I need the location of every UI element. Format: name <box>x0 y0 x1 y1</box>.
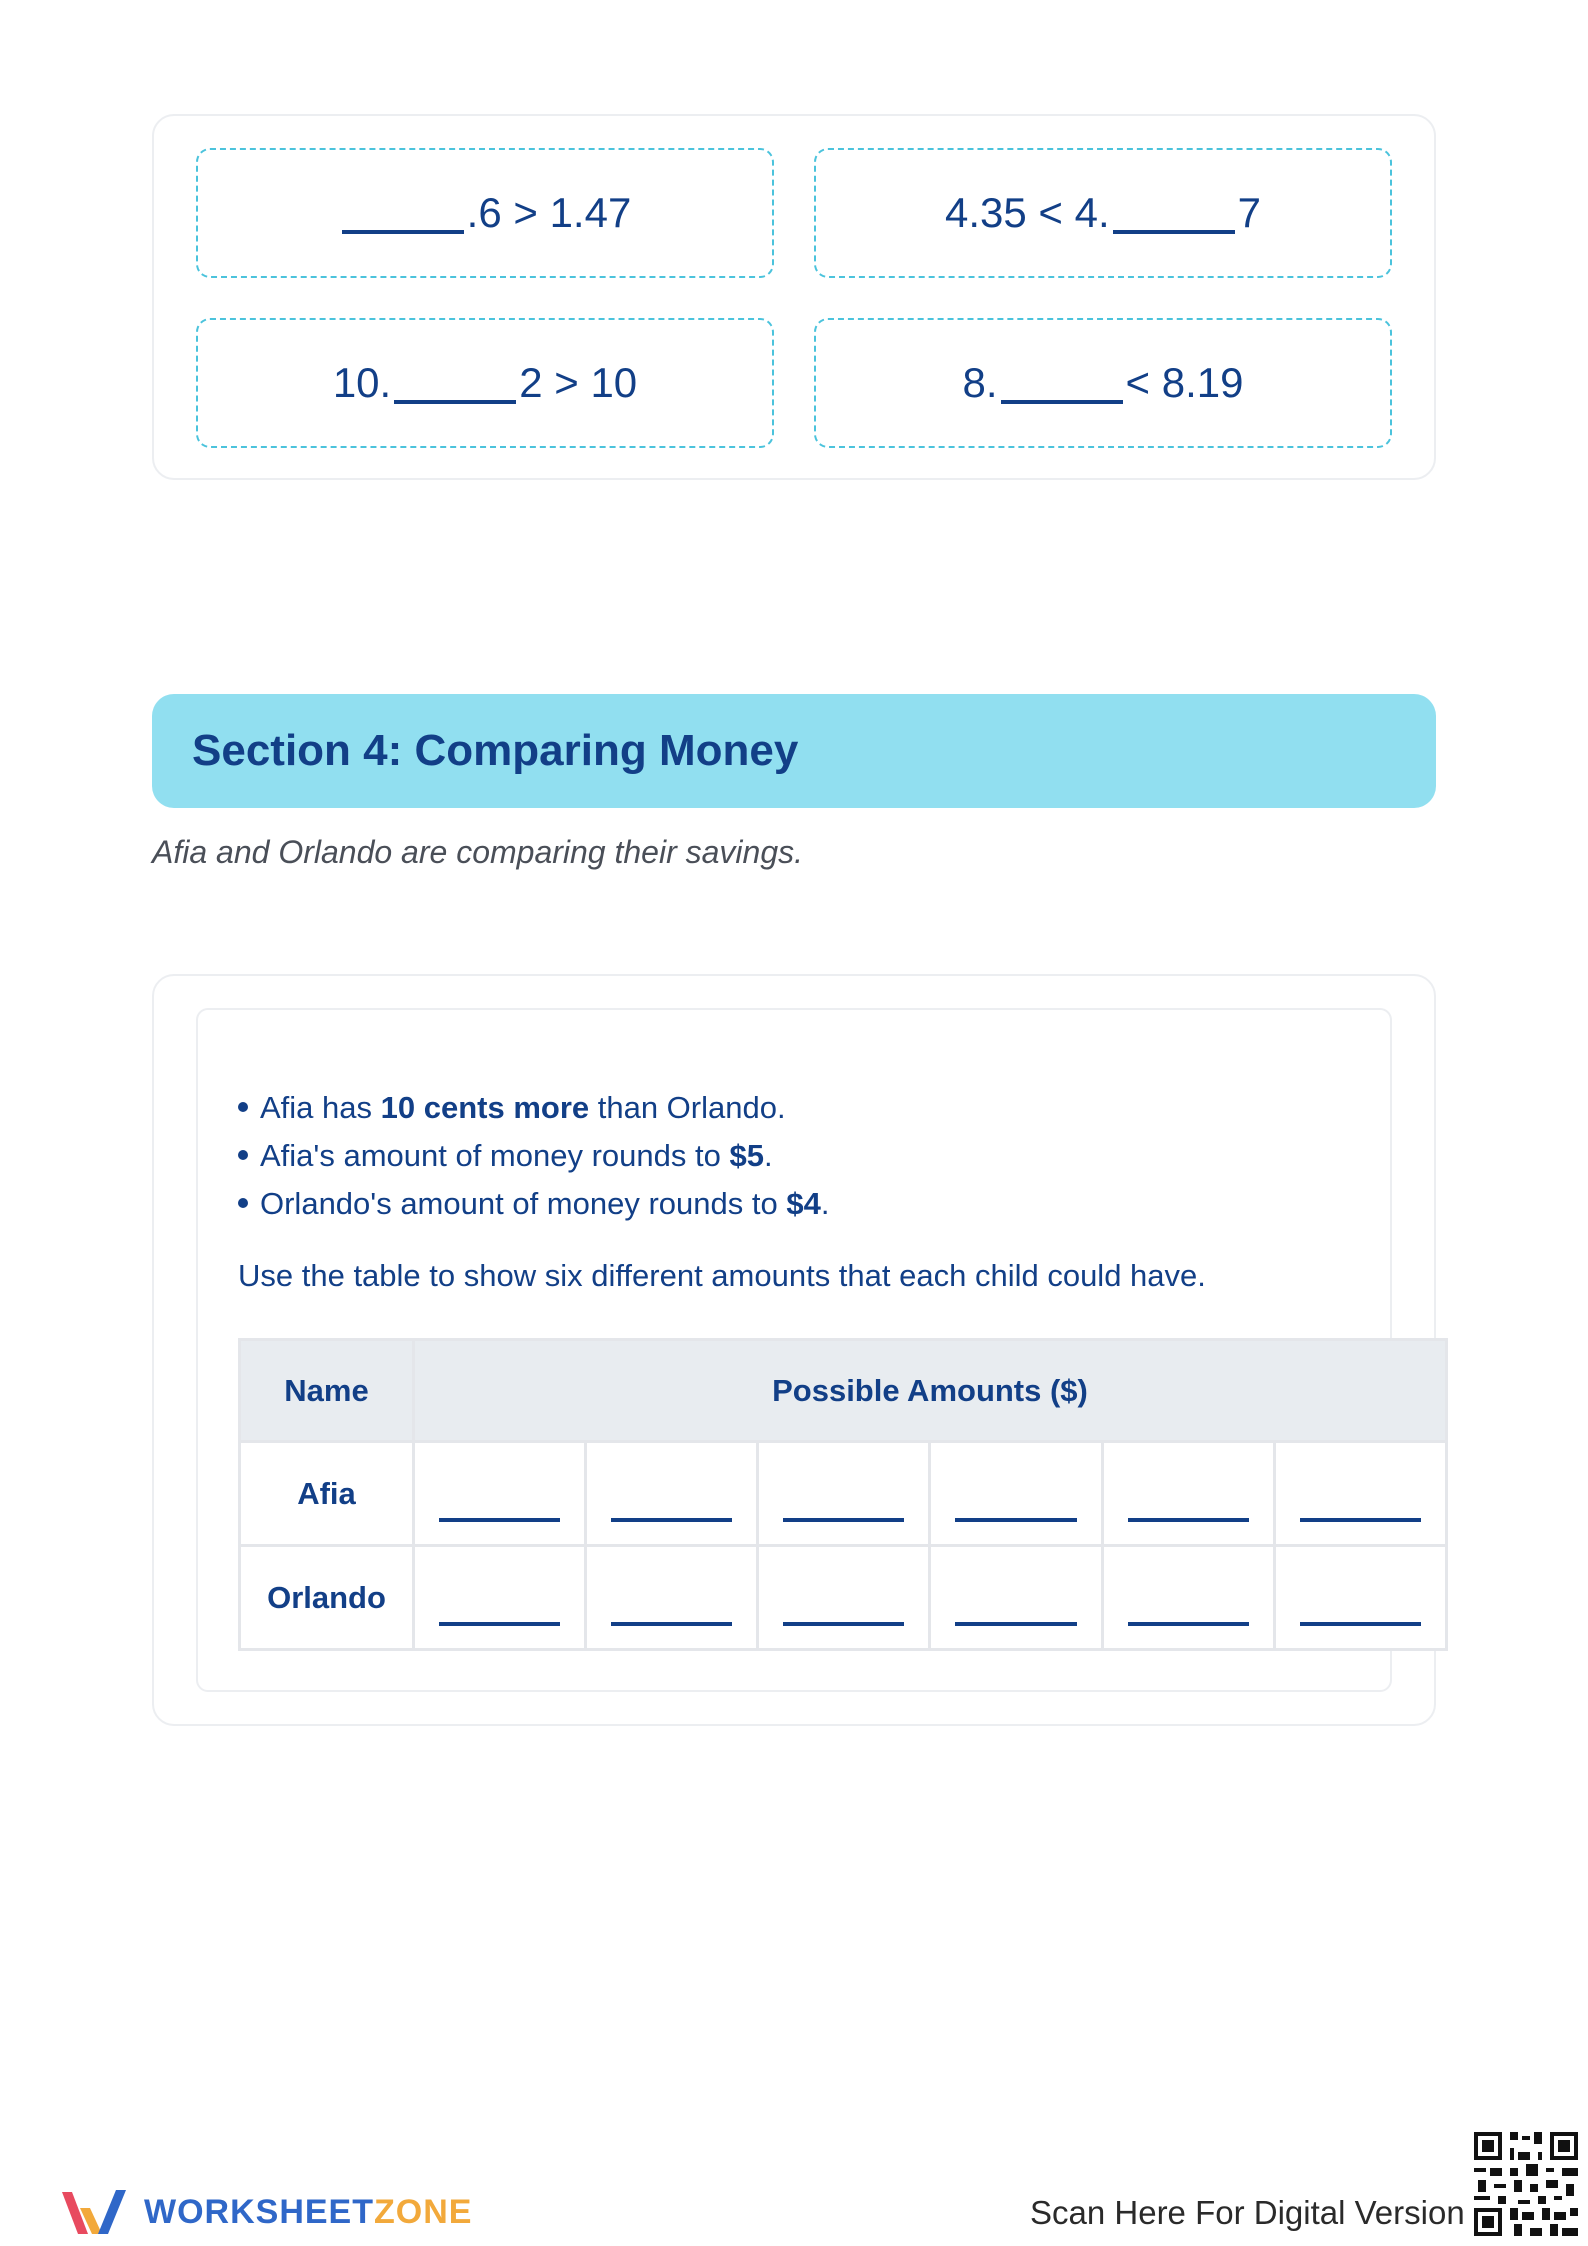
qr-code-icon[interactable] <box>1470 2128 1582 2240</box>
amount-cell[interactable] <box>758 1546 930 1650</box>
answer-blank[interactable] <box>1001 362 1123 404</box>
amount-cell[interactable] <box>1102 1442 1274 1546</box>
intro-text: Afia and Orlando are comparing their savings. <box>152 834 804 870</box>
comparison-right-text: 7 <box>1237 189 1261 236</box>
amount-cell[interactable] <box>1102 1546 1274 1650</box>
fact-text: . <box>763 1138 773 1173</box>
answer-blank[interactable] <box>1300 1622 1421 1626</box>
list-item <box>238 1132 829 1180</box>
answer-blank[interactable] <box>342 192 464 234</box>
amount-cell[interactable] <box>414 1442 586 1546</box>
brand-name <box>144 2193 472 2232</box>
amounts-column-header: Possible Amounts ($) <box>414 1340 1447 1442</box>
name-column-header: Name <box>240 1340 414 1442</box>
fact-highlight: $4 <box>786 1186 821 1221</box>
comparison-right-text: .6 > 1.47 <box>466 189 632 236</box>
comparison-left-text: 10. <box>332 359 392 406</box>
answer-blank[interactable] <box>394 362 516 404</box>
answer-blank[interactable] <box>955 1622 1076 1626</box>
fact-text: Afia's amount of money rounds to <box>260 1138 730 1173</box>
answer-blank[interactable] <box>955 1518 1076 1522</box>
fact-text: than Orlando. <box>589 1090 786 1125</box>
amount-cell[interactable] <box>930 1442 1102 1546</box>
answer-blank[interactable] <box>1128 1622 1249 1626</box>
fact-text: Orlando's amount of money rounds to <box>260 1186 787 1221</box>
comparison-right-text: 2 > 10 <box>519 359 638 406</box>
comparison-item <box>814 148 1392 278</box>
answer-blank[interactable] <box>439 1622 560 1626</box>
brand-logo[interactable] <box>58 2184 472 2240</box>
answer-blank[interactable] <box>783 1518 904 1522</box>
comparison-item <box>196 318 774 448</box>
table-header-row <box>240 1340 1447 1442</box>
answer-blank[interactable] <box>1300 1518 1421 1522</box>
bullet-icon <box>238 1198 248 1208</box>
instruction-text: Use the table to show six different amounts that each child could have. <box>238 1258 1206 1293</box>
comparison-item <box>196 148 774 278</box>
table-row <box>240 1442 1447 1546</box>
row-name: Afia <box>240 1442 414 1546</box>
fact-text: . <box>820 1186 830 1221</box>
amount-cell[interactable] <box>758 1442 930 1546</box>
amounts-table <box>238 1338 1448 1651</box>
amount-cell[interactable] <box>1274 1442 1446 1546</box>
answer-blank[interactable] <box>611 1622 732 1626</box>
amount-cell[interactable] <box>1274 1546 1446 1650</box>
brand-name-part1: WORKSHEET <box>144 2192 374 2231</box>
table-row <box>240 1546 1447 1650</box>
bullet-icon <box>238 1102 248 1112</box>
brand-name-part2: ZONE <box>374 2192 473 2231</box>
comparison-left-text: 8. <box>962 359 998 406</box>
amount-cell[interactable] <box>414 1546 586 1650</box>
answer-blank[interactable] <box>1113 192 1235 234</box>
fact-text: Afia has <box>260 1090 381 1125</box>
list-item <box>238 1180 829 1228</box>
section-title: Section 4: Comparing Money <box>192 726 799 775</box>
answer-blank[interactable] <box>611 1518 732 1522</box>
scan-instruction: Scan Here For Digital Version <box>1030 2194 1465 2231</box>
fact-highlight: $5 <box>729 1138 764 1173</box>
worksheetzone-logo-icon <box>58 2184 130 2240</box>
amount-cell[interactable] <box>586 1442 758 1546</box>
comparison-card <box>152 114 1436 480</box>
section-header <box>152 694 1436 808</box>
list-item <box>238 1084 829 1132</box>
comparison-left-text: 4.35 < 4. <box>945 189 1110 236</box>
answer-blank[interactable] <box>1128 1518 1249 1522</box>
bullet-icon <box>238 1150 248 1160</box>
answer-blank[interactable] <box>783 1622 904 1626</box>
amount-cell[interactable] <box>930 1546 1102 1650</box>
answer-blank[interactable] <box>439 1518 560 1522</box>
facts-list <box>238 1084 829 1228</box>
fact-highlight: 10 cents more <box>380 1090 590 1125</box>
amount-cell[interactable] <box>586 1546 758 1650</box>
comparison-right-text: < 8.19 <box>1125 359 1244 406</box>
row-name: Orlando <box>240 1546 414 1650</box>
comparison-item <box>814 318 1392 448</box>
